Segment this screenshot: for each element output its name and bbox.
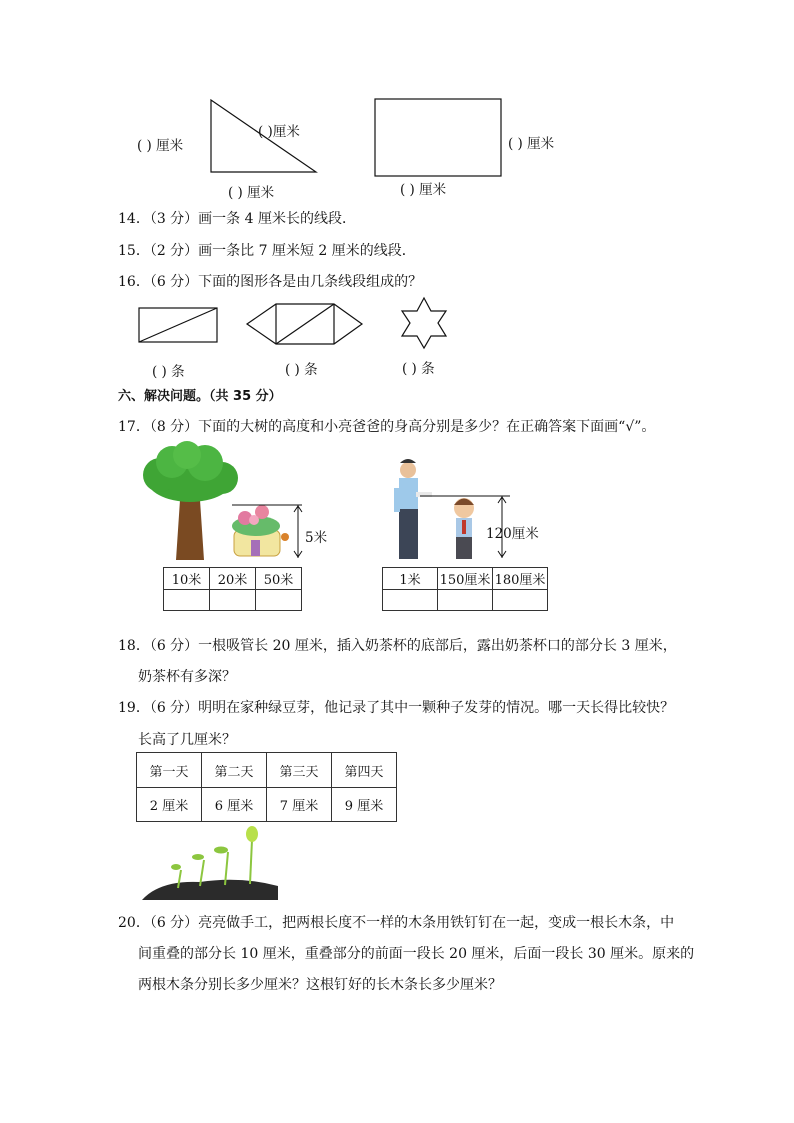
- tree-answer-cell[interactable]: [164, 590, 210, 611]
- growth-header: 第一天: [137, 753, 202, 788]
- rectangle: [375, 99, 501, 176]
- section-heading: 六、解决问题。（共 35 分）: [118, 389, 282, 404]
- growth-value: 6 厘米: [202, 788, 267, 822]
- rectangle-bottom-blank: ( ) 厘米: [400, 182, 447, 198]
- person-answer-cell[interactable]: [383, 590, 438, 611]
- question-14: 14．（3 分）画一条 4 厘米长的线段．: [118, 211, 356, 227]
- tree-option-cell[interactable]: 20米: [210, 568, 256, 590]
- person-option-cell[interactable]: 180厘米: [493, 568, 548, 590]
- growth-value: 7 厘米: [267, 788, 332, 822]
- q16-blank-3: ( ) 条: [402, 361, 435, 377]
- question-20-line-3: 两根木条分别长多少厘米？这根钉好的长木条长多少厘米？: [138, 977, 502, 993]
- question-19-line-1: 19．（6 分）明明在家种绿豆芽，他记录了其中一颗种子发芽的情况。哪一天长得比较快？: [118, 700, 675, 716]
- tree-height-label: 5米: [305, 530, 328, 546]
- question-20-line-1: 20．（6 分）亮亮做手工，把两根长度不一样的木条用铁钉钉在一起，变成一根长木条，中: [118, 915, 675, 931]
- right-triangle: [0, 0, 794, 200]
- growth-value: 9 厘米: [332, 788, 397, 822]
- tree-answer-cell[interactable]: [256, 590, 302, 611]
- person-answer-cell[interactable]: [438, 590, 493, 611]
- question-18-line-2: 奶茶杯有多深？: [138, 669, 236, 685]
- tree-option-cell[interactable]: 10米: [164, 568, 210, 590]
- triangle-bottom-blank: ( ) 厘米: [228, 185, 275, 201]
- question-18-line-1: 18．（6 分）一根吸管长 20 厘米，插入奶茶杯的底部后，露出奶茶杯口的部分长 3 厘米，: [118, 638, 677, 654]
- person-options-table: [382, 567, 548, 611]
- q16-blank-2: ( ) 条: [285, 362, 318, 378]
- tree-options-table: [163, 567, 302, 611]
- growth-header: 第二天: [202, 753, 267, 788]
- triangle-left-blank: ( ) 厘米: [137, 138, 184, 154]
- growth-table: [136, 752, 397, 822]
- question-17: 17．（8 分）下面的大树的高度和小亮爸爸的身高分别是多少？在正确答案下面画“√”。: [118, 419, 656, 435]
- growth-value: 2 厘米: [137, 788, 202, 822]
- growth-header: 第三天: [267, 753, 332, 788]
- question-19-line-2: 长高了几厘米？: [138, 732, 236, 748]
- q16-figures: [0, 290, 794, 360]
- q16-blank-1: ( ) 条: [152, 364, 185, 380]
- question-15: 15．（2 分）画一条比 7 厘米短 2 厘米的线段．: [118, 243, 416, 259]
- person-answer-cell[interactable]: [493, 590, 548, 611]
- question-20-line-2: 间重叠的部分长 10 厘米，重叠部分的前面一段长 20 厘米，后面一段长 30 厘米。原来的: [138, 946, 695, 962]
- tree-answer-cell[interactable]: [210, 590, 256, 611]
- boy-height-label: 120厘米: [486, 526, 539, 542]
- tree-option-cell[interactable]: 50米: [256, 568, 302, 590]
- person-option-cell[interactable]: 150厘米: [438, 568, 493, 590]
- person-option-cell[interactable]: 1米: [383, 568, 438, 590]
- growth-header: 第四天: [332, 753, 397, 788]
- rectangle-right-blank: ( ) 厘米: [508, 136, 555, 152]
- star-shape: [402, 298, 446, 348]
- question-16: 16．（6 分）下面的图形各是由几条线段组成的？: [118, 274, 423, 290]
- triangle-hypotenuse-blank: ( )厘米: [258, 124, 300, 140]
